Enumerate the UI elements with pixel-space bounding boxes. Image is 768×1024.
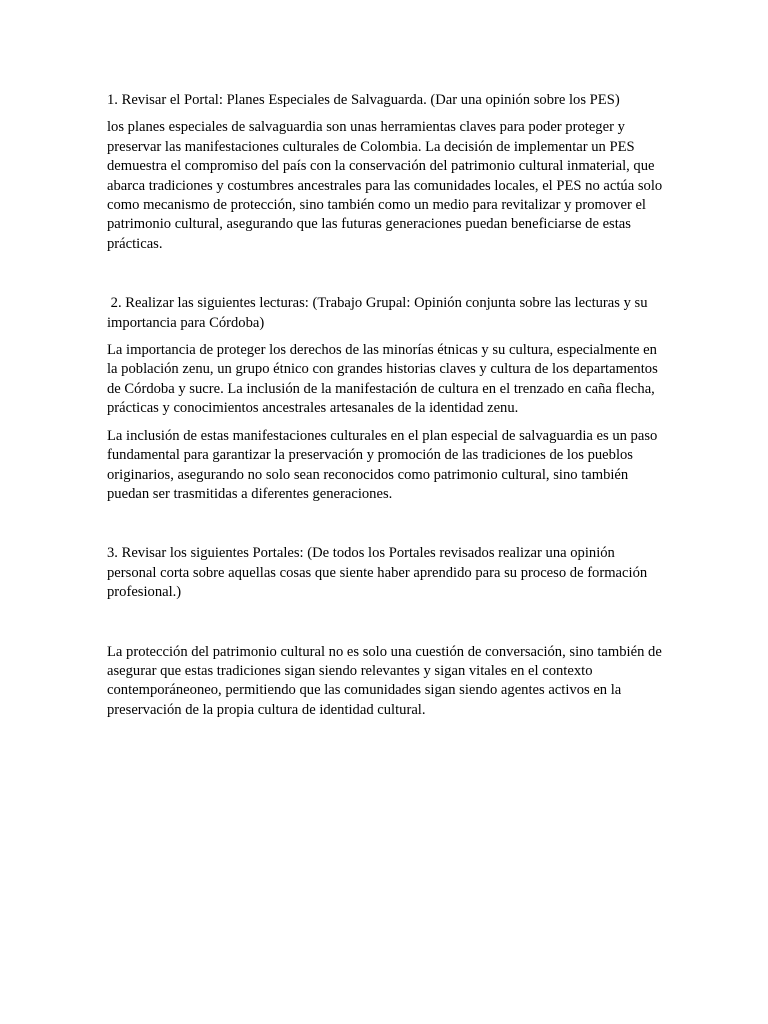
answer-2-paragraph-1: La importancia de proteger los derechos de las minorías étnicas y su cultura, especialmente en la población zenu, un grupo étnico con grandes historias claves y cultura de los departamentos de Córdoba y sucre. La inclusión de la manifestación de cultura en el trenzado en caña flecha, prácticas y conocimientos ancestrales artesanales de la identidad zenu. [107, 342, 658, 417]
question-1: 1. Revisar el Portal: Planes Especiales de Salvaguarda. (Dar una opinión sobre los PES) [107, 92, 620, 108]
question-2: 2. Realizar las siguientes lecturas: (Trabajo Grupal: Opinión conjunta sobre las lecturas y su importancia para Córdoba) [107, 295, 652, 331]
answer-3: La protección del patrimonio cultural no es solo una cuestión de conversación, sino también de asegurar que estas tradiciones sigan siendo relevantes y sigan vitales en el contexto contemporáneoneo, permitiendo que las comunidades sigan siendo agentes activos en la preservación de la propia cultura de identidad cultural. [107, 643, 662, 718]
answer-1: los planes especiales de salvaguardia son unas herramientas claves para poder proteger y preservar las manifestaciones culturales de Colombia. La decisión de implementar un PES demuestra el compromiso del país con la conservación del patrimonio cultural inmaterial, que abarca tradiciones y costumbres ancestrales para las comunidades locales, el PES no actúa solo como mecanismo de protección, sino también como un medio para revitalizar y promover el patrimonio cultural, asegurando que las futuras generaciones puedan beneficiarse de estas prácticas. [107, 119, 663, 252]
document-body [107, 91, 663, 720]
answer-2-paragraph-2: La inclusión de estas manifestaciones culturales en el plan especial de salvaguardia es un paso fundamental para garantizar la preservación y promoción de las tradiciones de los pueblos originarios, asegurando no solo sean reconocidos como patrimonio cultural, sino también puedan ser trasmitidas a diferentes generaciones. [107, 427, 658, 502]
question-3: 3. Revisar los siguientes Portales: (De todos los Portales revisados realizar una opinión personal corta sobre aquellas cosas que siente haber aprendido para su proceso de formación profesional.) [107, 545, 648, 601]
